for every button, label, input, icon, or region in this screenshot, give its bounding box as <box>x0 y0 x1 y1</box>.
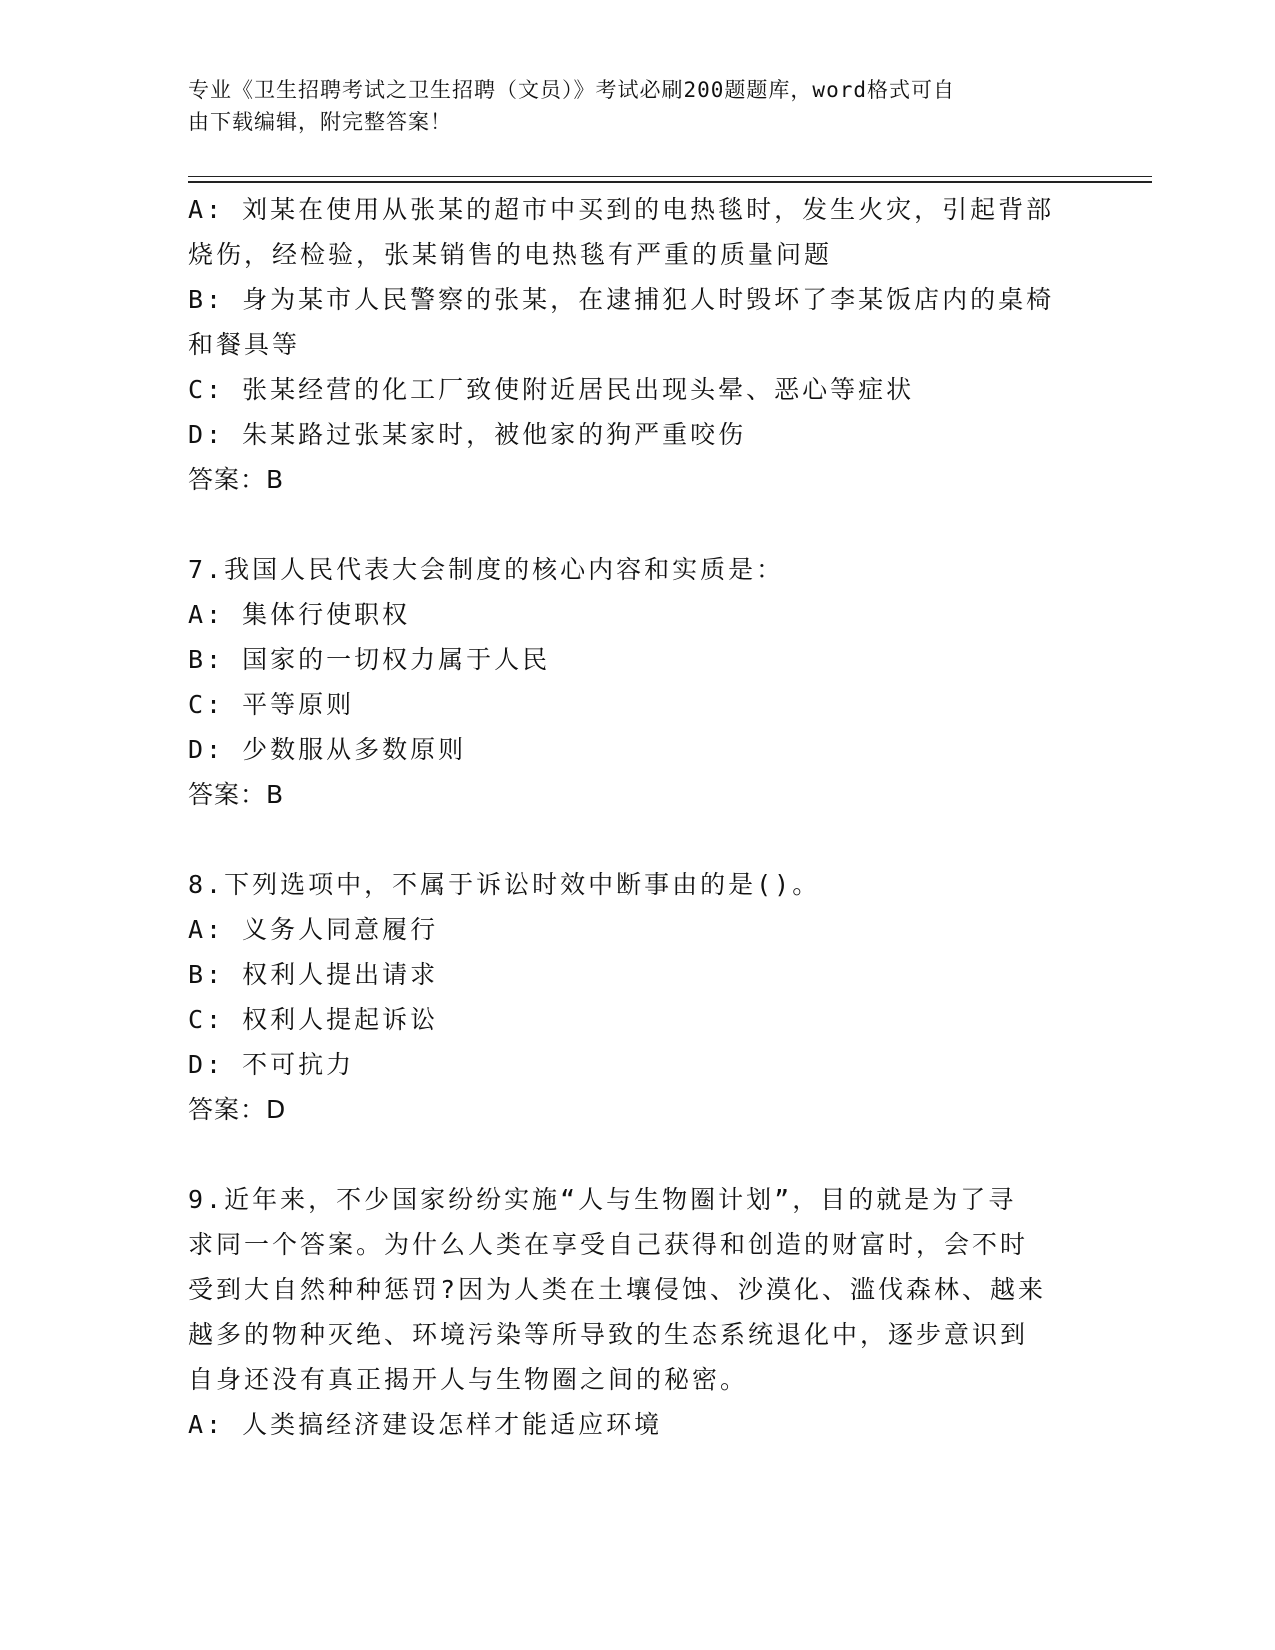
q9-stem-line-1: 9.近年来，不少国家纷纷实施“人与生物圈计划”，目的就是为了寻 <box>188 1185 1017 1214</box>
header-divider-thick <box>188 181 1152 183</box>
q8-stem: 8.下列选项中，不属于诉讼时效中断事由的是()。 <box>188 870 821 899</box>
q6-option-b-line-2: 和餐具等 <box>188 330 301 359</box>
question-9 <box>188 1177 1088 1447</box>
question-7 <box>188 547 1088 817</box>
q9-stem-line-3: 受到大自然种种惩罚?因为人类在土壤侵蚀、沙漠化、滥伐森林、越来 <box>188 1275 1047 1304</box>
q6-option-c: C: 张某经营的化工厂致使附近居民出现头晕、恶心等症状 <box>188 375 915 404</box>
q7-option-b: B: 国家的一切权力属于人民 <box>188 645 551 674</box>
question-content <box>188 187 1088 1447</box>
q9-stem-line-5: 自身还没有真正揭开人与生物圈之间的秘密。 <box>188 1365 749 1394</box>
q8-answer: 答案：D <box>188 1095 287 1124</box>
q9-stem-line-4: 越多的物种灭绝、环境污染等所导致的生态系统退化中，逐步意识到 <box>188 1320 1029 1349</box>
q6-option-a-line-1: A: 刘某在使用从张某的超市中买到的电热毯时，发生火灾，引起背部 <box>188 195 1055 224</box>
header-title-line-1: 专业《卫生招聘考试之卫生招聘（文员）》考试必刷200题题库，word格式可自 <box>188 78 955 102</box>
q8-option-d: D: 不可抗力 <box>188 1050 355 1079</box>
question-8 <box>188 862 1088 1132</box>
q8-option-c: C: 权利人提起诉讼 <box>188 1005 439 1034</box>
q8-option-b: B: 权利人提出请求 <box>188 960 439 989</box>
header-divider-thin <box>188 176 1152 177</box>
q7-option-d: D: 少数服从多数原则 <box>188 735 467 764</box>
document-header <box>188 74 1068 138</box>
question-6 <box>188 187 1088 502</box>
q7-option-a: A: 集体行使职权 <box>188 600 411 629</box>
header-title-line-2: 由下载编辑，附完整答案！ <box>188 110 452 134</box>
q8-option-a: A: 义务人同意履行 <box>188 915 439 944</box>
q6-option-a-line-2: 烧伤，经检验，张某销售的电热毯有严重的质量问题 <box>188 240 833 269</box>
q7-answer: 答案：B <box>188 780 285 809</box>
q6-option-d: D: 朱某路过张某家时，被他家的狗严重咬伤 <box>188 420 747 449</box>
q9-stem-line-2: 求同一个答案。为什么人类在享受自己获得和创造的财富时，会不时 <box>188 1230 1029 1259</box>
q7-stem: 7.我国人民代表大会制度的核心内容和实质是： <box>188 555 785 584</box>
q9-option-a: A: 人类搞经济建设怎样才能适应环境 <box>188 1410 663 1439</box>
q6-option-b-line-1: B: 身为某市人民警察的张某，在逮捕犯人时毁坏了李某饭店内的桌椅 <box>188 285 1055 314</box>
q7-option-c: C: 平等原则 <box>188 690 355 719</box>
q6-answer: 答案：B <box>188 465 285 494</box>
